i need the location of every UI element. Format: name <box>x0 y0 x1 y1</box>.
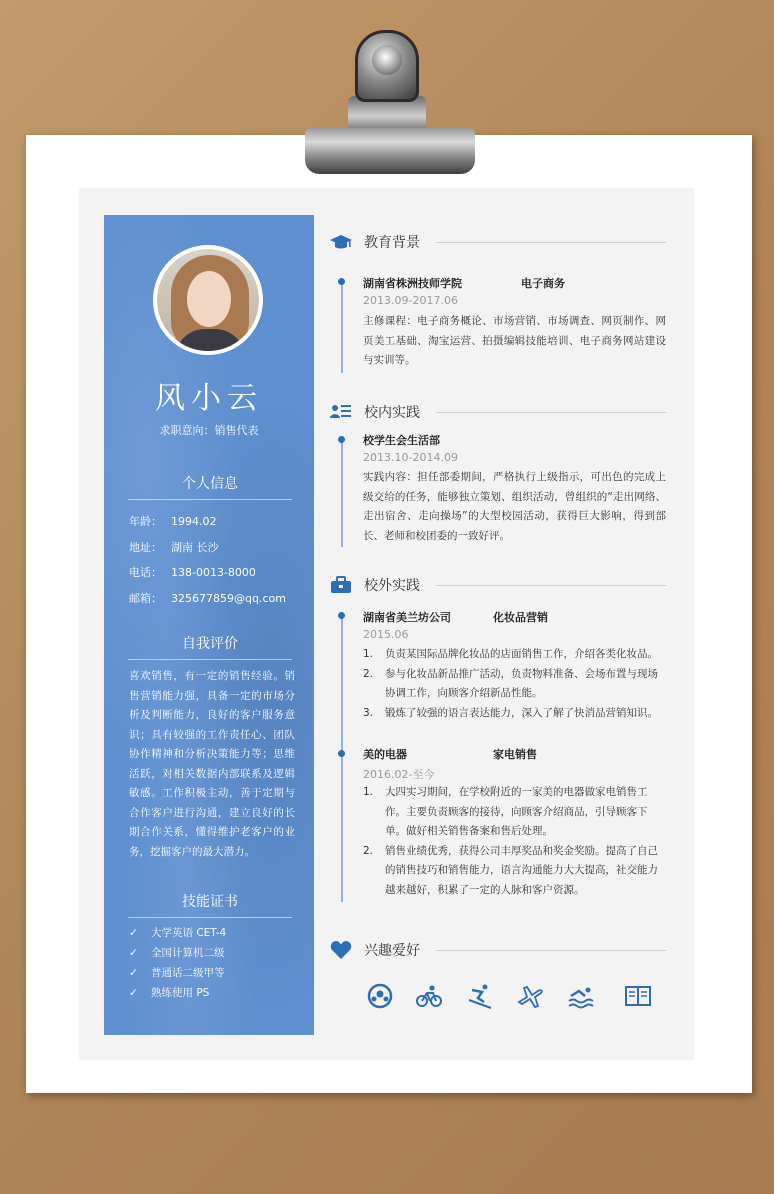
list-item: 1. 大四实习期间，在学校附近的一家美的电器做家电销售工作。主要负责顾客的接待，向顾客介绍商品，引导顾客下单。做好相关销售备案和售后处理。 <box>363 786 648 837</box>
job-duty-list <box>363 645 666 723</box>
cycling-icon <box>415 982 443 1010</box>
job-date: 2015.06 <box>363 628 409 641</box>
skill-item: ✓ 熟练使用 PS <box>129 987 210 999</box>
list-item: 2. 参与化妆品新品推广活动，负责物料准备、会场布置与现场协调工作，向顾客介绍新品性能。 <box>363 667 658 699</box>
external-section-header <box>330 573 666 597</box>
job-entry-header <box>363 609 548 625</box>
education-date: 2013.09-2017.06 <box>363 294 458 307</box>
list-item: 1. 负责某国际品牌化妆品的店面销售工作，介绍各类化妆品。 <box>363 648 658 660</box>
major-name: 电子商务 <box>521 277 565 290</box>
skiing-icon <box>466 982 494 1010</box>
book-icon <box>624 982 652 1010</box>
school-name: 湖南省株洲技师学院 <box>363 277 462 290</box>
job-date: 2016.02-至今 <box>363 768 435 781</box>
info-label: 地址： <box>129 541 162 554</box>
timeline-dot <box>338 436 345 443</box>
soccer-icon <box>366 982 394 1010</box>
hobbies-title: 兴趣爱好 <box>364 943 420 959</box>
info-row-address <box>129 539 219 555</box>
timeline-line <box>341 283 343 373</box>
airplane-icon <box>516 982 544 1010</box>
info-label: 年龄： <box>129 515 162 528</box>
campus-org: 校学生会生活部 <box>363 434 440 447</box>
skills-heading: 技能证书 <box>128 891 292 918</box>
briefcase-icon <box>330 575 352 595</box>
check-icon: ✓ <box>129 967 138 979</box>
job-role: 化妆品营销 <box>493 611 548 624</box>
education-title: 教育背景 <box>364 235 420 251</box>
campus-date: 2013.10-2014.09 <box>363 451 458 464</box>
binder-clip-icon <box>355 30 419 102</box>
education-text: 主修课程：电子商务概论、市场营销、市场调查、网页制作、网页美工基础、淘宝运营、拍摄编辑技能培训、电子商务网站建设与实训等。 <box>363 315 666 366</box>
id-list-icon <box>330 402 352 422</box>
info-value: 湖南 长沙 <box>171 541 219 554</box>
company-name: 湖南省美兰坊公司 <box>363 611 451 624</box>
education-section-header <box>330 230 666 254</box>
job-intent: 求职意向：销售代表 <box>159 424 259 437</box>
list-item: 2. 销售业绩优秀，获得公司丰厚奖品和奖金奖励。提高了自己的销售技巧和销售能力，语言沟通能力大大提高，社交能力越来越好，积累了一定的人脉和客户资源。 <box>363 844 658 896</box>
graduation-cap-icon <box>330 232 352 252</box>
sidebar <box>104 215 314 1035</box>
timeline-line <box>341 437 343 547</box>
job-entry-header <box>363 746 537 762</box>
job-role: 家电销售 <box>493 748 537 761</box>
self-eval-text: 喜欢销售，有一定的销售经验。销售营销能力强，具备一定的市场分析及判断能力，良好的客户服务意识；具有较强的工作责任心、团队协作精神和分析决策能力等；思维活跃，对相关数据内部联系及逻辑敏感。工作积极主动，善于定期与合作客户进行沟通，建立良好的长期合作关系，懂得维护老客户的业务，挖掘客户的最大潜力。 <box>129 670 295 858</box>
company-name: 美的电器 <box>363 748 407 761</box>
campus-entry-header <box>363 432 440 448</box>
timeline-dot <box>338 750 345 757</box>
swimming-icon <box>567 982 595 1010</box>
info-row-age <box>129 513 217 529</box>
skill-item: ✓ 大学英语 CET-4 <box>129 927 227 939</box>
timeline-dot <box>338 278 345 285</box>
timeline-dot <box>338 612 345 619</box>
binder-clip-base <box>305 128 475 174</box>
check-icon: ✓ <box>129 927 138 939</box>
external-title: 校外实践 <box>364 578 420 594</box>
campus-text: 实践内容：担任部委期间，严格执行上级指示，可出色的完成上级交给的任务，能够独立策划、组织活动，曾组织的“走出网络、走出宿舍、走向操场”的大型校园活动，获得巨大影响，得到部长、老师和校团委的一致好评。 <box>363 471 666 542</box>
info-row-email <box>129 590 286 606</box>
info-value: 325677859@qq.com <box>171 592 286 605</box>
info-value: 1994.02 <box>171 515 217 528</box>
hobbies-section-header <box>330 938 666 962</box>
campus-title: 校内实践 <box>364 405 420 421</box>
avatar <box>153 245 263 355</box>
info-value: 138-0013-8000 <box>171 566 256 579</box>
info-row-phone <box>129 564 256 580</box>
check-icon: ✓ <box>129 987 138 999</box>
candidate-name: 风小云 <box>155 381 263 416</box>
skill-item: ✓ 全国计算机二级 <box>129 947 225 959</box>
heart-icon <box>330 940 352 960</box>
campus-section-header <box>330 400 666 424</box>
personal-info-heading: 个人信息 <box>128 473 292 500</box>
self-eval-heading: 自我评价 <box>128 633 292 660</box>
info-label: 邮箱： <box>129 592 162 605</box>
info-label: 电话： <box>129 566 162 579</box>
check-icon: ✓ <box>129 947 138 959</box>
skill-item: ✓ 普通话二级甲等 <box>129 967 225 979</box>
list-item: 3. 锻炼了较强的语言表达能力，深入了解了快消品营销知识。 <box>363 706 658 719</box>
timeline-line <box>341 612 343 902</box>
education-entry-header <box>363 275 565 291</box>
job-duty-list <box>363 783 666 900</box>
hobby-icons <box>362 982 662 1012</box>
